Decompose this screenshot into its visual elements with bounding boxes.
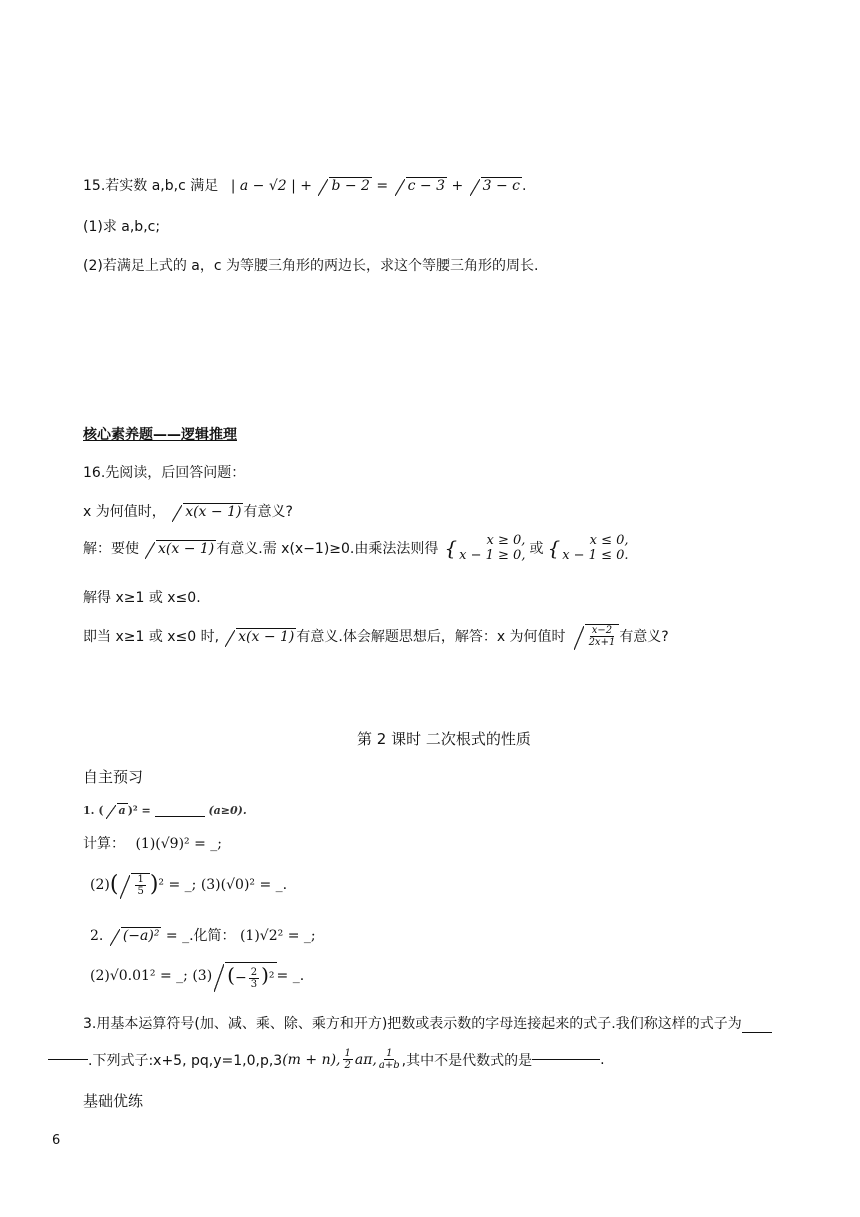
calc-line-2: (2) ( $\frac{1}{5}$ ) ² = _; (3)(√0)² = _.: [90, 872, 288, 897]
item3-text: 3.用基本运算符号(加、减、乘、除、乘方和开方)把数或表示数的字母连接起来的式子.我们称这样的式子为: [83, 1016, 742, 1032]
q15-equals: =: [376, 178, 393, 194]
item2-sqrt: (−a)²: [110, 927, 162, 944]
sys1-row2: x − 1 ≥ 0,: [459, 548, 526, 563]
item3-api: aπ,: [354, 1051, 377, 1068]
q16-line4: [83, 624, 669, 648]
self-preview-heading: 自主预习: [83, 768, 144, 786]
item3-blank-1a: [742, 1032, 772, 1033]
item-3-line1: [83, 1013, 772, 1033]
item1-condition: (a≥0).: [208, 804, 247, 817]
q16-system-1: { x ≥ 0, x − 1 ≥ 0,: [444, 533, 526, 563]
item3-inverse: $\frac{1}{a+b}$: [378, 1048, 400, 1071]
sys2-row1: x ≤ 0,: [589, 533, 629, 548]
item-3-line2: [48, 1048, 605, 1071]
q15-part2: (2)若满足上式的 a，c 为等腰三角形的两边长，求这个等腰三角形的周长.: [83, 258, 539, 274]
calc2-label: (2): [90, 876, 110, 893]
q15-sqrt-c2: 3 − c: [470, 177, 522, 194]
q16-line1-text: x 为何值时，: [83, 504, 166, 520]
q15-line: [83, 175, 526, 195]
preview-item-1: 1. ( a )² = (a≥0).: [83, 804, 247, 817]
q16-or: 或: [529, 541, 544, 557]
item2c-sqrt: (− $\frac{2}{3}$ )²: [214, 962, 276, 990]
page-number: 6: [52, 1133, 61, 1148]
q16-line2: [83, 533, 629, 563]
q16-line4-text: 即当 x≥1 或 x≤0 时,: [83, 629, 220, 645]
q16-line1-tail: 有意义?: [243, 504, 293, 520]
q16-sqrt-x: x(x − 1): [172, 503, 243, 520]
item2-rest: = _.化简： (1)√2² = _;: [165, 928, 316, 944]
q15-sqrt-c1: c − 3: [395, 177, 447, 194]
q15-period: .: [522, 178, 527, 194]
q16-line2-text: 解：要使: [83, 541, 139, 557]
calc2-sqrt-frac: $\frac{1}{5}$: [120, 873, 149, 897]
item3-half: $\frac{1}{2}$: [344, 1048, 351, 1071]
q16-system-2: { x ≤ 0, x − 1 ≤ 0.: [547, 533, 629, 563]
item1-blank: [155, 816, 205, 817]
q16-line4-mid: 有意义.体会解题思想后，解答：x 为何值时: [296, 629, 566, 645]
q15-intro: 15.若实数 a,b,c 满足: [83, 178, 219, 194]
item1-sqrt: a: [106, 803, 128, 817]
calc-1: (1)(√9)² = _;: [135, 836, 222, 852]
item3-blank-1b: [48, 1059, 88, 1060]
q16-sqrt-x-3: x(x − 1): [225, 628, 296, 645]
item3-list-start: .下列式子:x+5, pq,y=1,0,p,3: [88, 1052, 283, 1069]
item2c-text: (2)√0.01² = _; (3): [90, 967, 213, 984]
q16-line3: 解得 x≥1 或 x≤0.: [83, 590, 201, 606]
q15-part1: (1)求 a,b,c;: [83, 219, 161, 235]
q16-line2-mid: 有意义.需 x(x−1)≥0.由乘法法则得: [216, 541, 439, 557]
item3-blank-2: [532, 1059, 600, 1060]
item1-number: 1.: [83, 804, 95, 817]
q16-intro: 16.先阅读，后回答问题：: [83, 465, 246, 481]
q16-sqrt-x-2: x(x − 1): [145, 540, 216, 557]
item3-end: .: [600, 1051, 605, 1068]
q15-abs-term: | a − √2 | +: [230, 178, 317, 194]
calc2-rest: ² = _; (3)(√0)² = _.: [158, 876, 288, 893]
calc-line-1: [83, 833, 222, 853]
q15-sqrt-b: b − 2: [318, 177, 372, 194]
q16-line1: [83, 501, 293, 521]
item-2c-line: [90, 962, 304, 990]
item2c-tail: = _.: [276, 967, 305, 984]
q15-plus: +: [451, 178, 468, 194]
calc-label: 计算：: [83, 836, 125, 852]
item3-question: ,其中不是代数式的是: [401, 1052, 533, 1069]
item2-number: 2.: [90, 928, 104, 944]
section-heading: 核心素养题——逻辑推理: [83, 427, 237, 443]
sys1-row1: x ≥ 0,: [486, 533, 526, 548]
q16-line4-tail: 有意义?: [619, 629, 669, 645]
basic-practice-heading: 基础优练: [83, 1092, 144, 1110]
q16-sqrt-frac: $\frac{x-2}{2x+1}$: [574, 624, 620, 648]
sys2-row2: x − 1 ≤ 0.: [562, 548, 629, 563]
item3-mn: (m + n),: [282, 1051, 341, 1068]
item-2-line: [90, 925, 316, 945]
lesson-title: 第 2 课时 二次根式的性质: [357, 730, 531, 748]
